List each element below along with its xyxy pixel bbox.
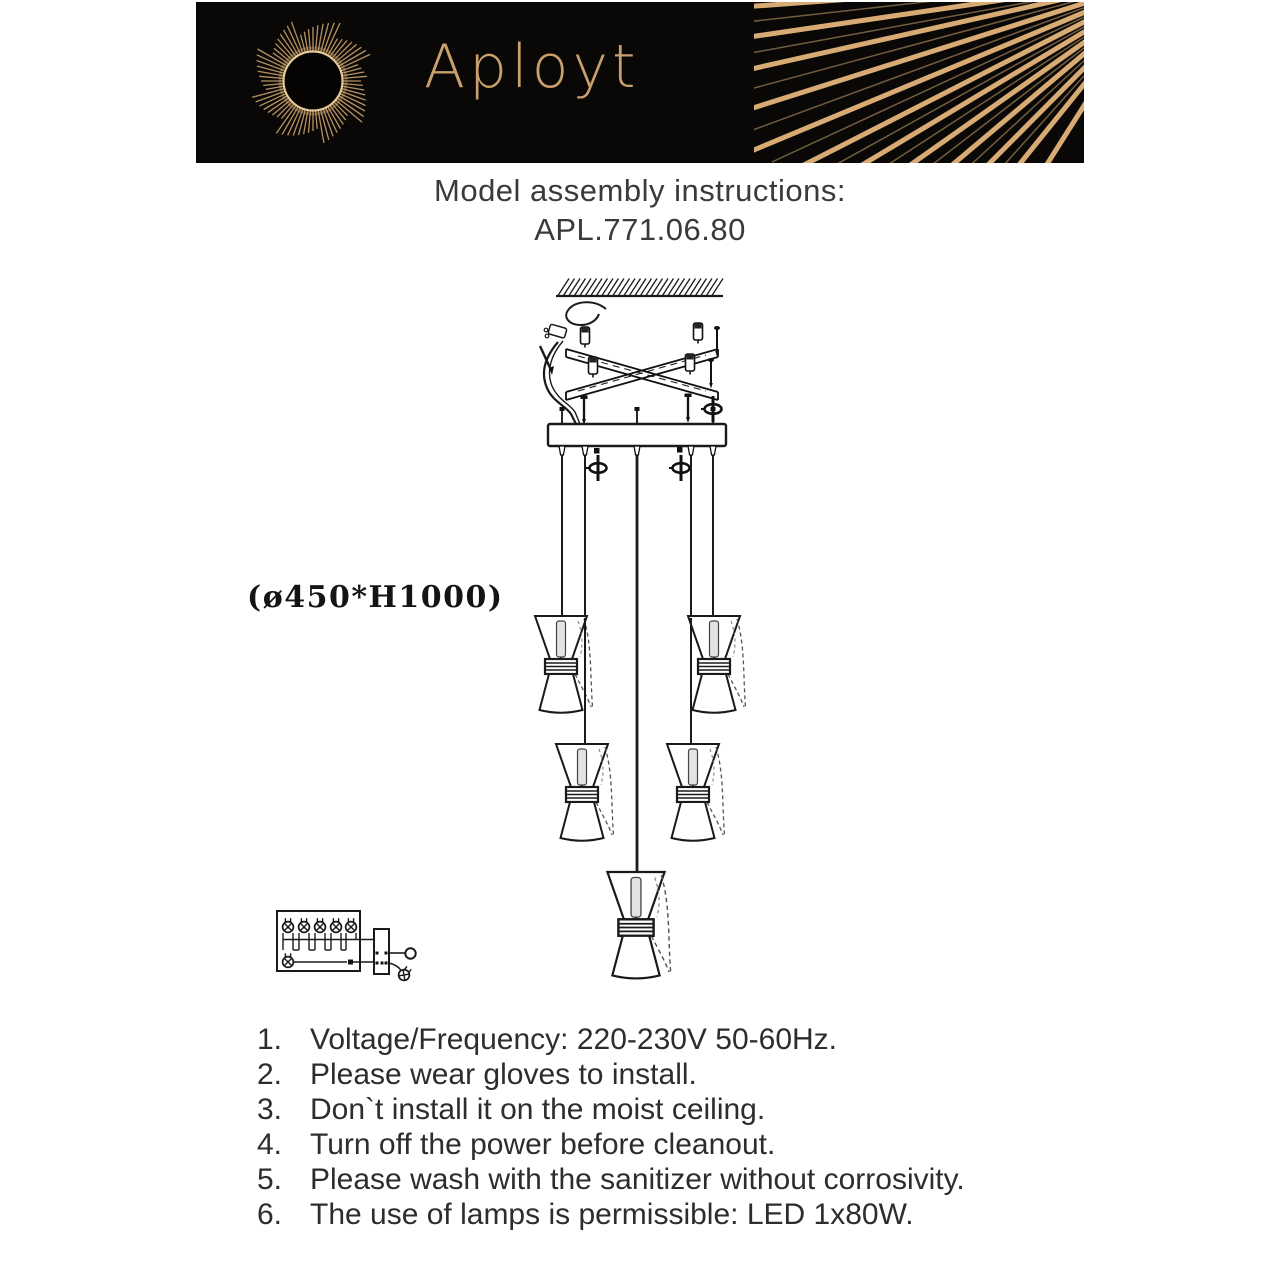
list-item <box>257 1162 1072 1197</box>
switch-circle <box>405 948 415 958</box>
item-text: Voltage/Frequency: 220-230V 50-60Hz. <box>310 1023 838 1056</box>
instruction-list <box>257 1022 1072 1232</box>
item-number: 2. <box>257 1058 283 1091</box>
lamp-symbol <box>346 918 357 932</box>
list-item <box>257 1092 1072 1127</box>
lamp-shade-4 <box>667 744 725 841</box>
wiring-diagram <box>277 911 416 983</box>
ceiling-hatch <box>556 279 723 297</box>
lamp-symbol <box>315 918 326 932</box>
screw-adjust-icon <box>669 455 690 481</box>
lamp-shade-2 <box>688 616 746 713</box>
screw-adjust-icon <box>586 455 607 481</box>
lamp-symbol <box>299 918 310 932</box>
list-item <box>257 1057 1072 1092</box>
item-number: 1. <box>257 1023 283 1056</box>
lamp-shade-5 <box>607 872 670 978</box>
item-number: 4. <box>257 1128 283 1161</box>
anchors-and-screws <box>581 323 722 425</box>
lamp-shade-1 <box>535 616 593 713</box>
model-number: APL.771.06.80 <box>534 212 746 247</box>
item-number: 6. <box>257 1198 283 1231</box>
list-item <box>257 1127 1072 1162</box>
brand-name: Aployt <box>424 32 640 102</box>
page-title: Model assembly instructions: <box>434 173 846 208</box>
item-text: Don`t install it on the moist ceiling. <box>310 1093 766 1126</box>
item-text: Please wash with the sanitizer without corrosivity. <box>310 1163 965 1196</box>
lamp-shade-3 <box>556 744 614 841</box>
list-item <box>257 1197 1072 1232</box>
item-number: 5. <box>257 1163 283 1196</box>
item-text: Please wear gloves to install. <box>310 1058 697 1091</box>
list-item <box>257 1022 1072 1057</box>
item-text: Turn off the power before cleanout. <box>310 1128 776 1161</box>
item-text: The use of lamps is permissible: LED 1x80W. <box>310 1198 914 1231</box>
item-number: 3. <box>257 1093 283 1126</box>
lamp-symbol <box>331 918 342 932</box>
lamp-symbol <box>283 918 294 932</box>
dimension-label: (ø450*H1000) <box>247 580 504 615</box>
lamp-symbol <box>283 953 294 967</box>
